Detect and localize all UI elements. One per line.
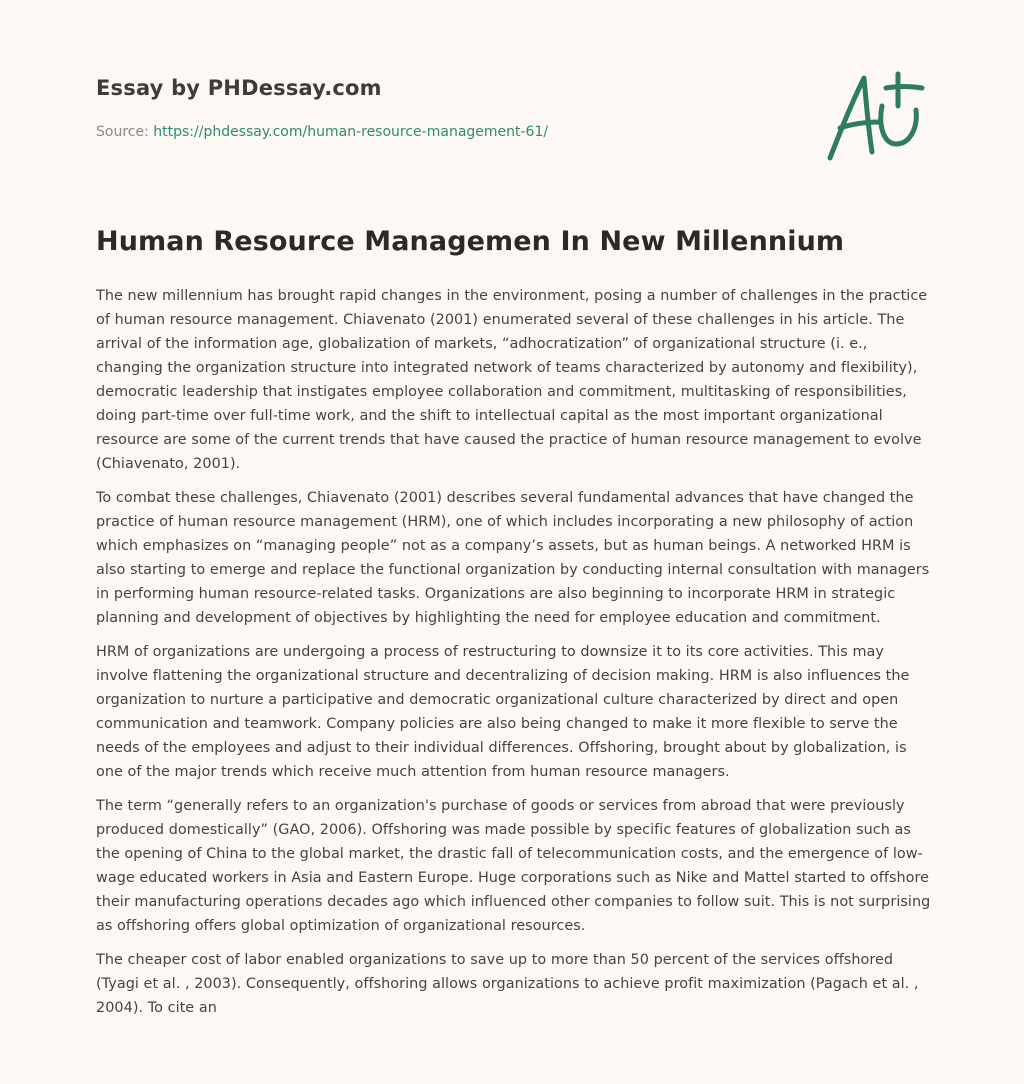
essay-body: [96, 284, 932, 1030]
essay-paragraph: The new millennium has brought rapid changes in the environment, posing a number of challenges in the practice of human resource management. Chiavenato (2001) enumerated several of these challenges in his article. The arrival of the information age, globalization of markets, “adhocratization” of organizational structure (i. e., changing the organization structure into integrated network of teams characterized by autonomy and flexibility), democratic leadership that instigates employee collaboration and commitment, multitasking of responsibilities, doing part-time over full-time work, and the shift to intellectual capital as the most important organizational resource are some of the current trends that have caused the practice of human resource management to evolve (Chiavenato, 2001).: [96, 288, 928, 472]
essay-paragraph: The term “generally refers to an organization's purchase of goods or services from abroad that were previously produced domestically” (GAO, 2006). Offshoring was made possible by specific features of globalization such as the opening of China to the global market, the drastic fall of telecommunication costs, and the emergence of low-wage educated workers in Asia and Eastern Europe. Huge corporations such as Nike and Mattel started to offshore their manufacturing operations decades ago which influenced other companies to follow suit. This is not surprising as offshoring offers global optimization of organizational resources.: [96, 798, 931, 934]
source-label: Source:: [96, 124, 154, 140]
essay-paragraph: The cheaper cost of labor enabled organizations to save up to more than 50 percent of the services offshored (Tyagi et al. , 2003). Consequently, offshoring allows organizations to achieve profit maximization (Pagach et al. , 2004). To cite an: [96, 952, 919, 1016]
essay-title: Human Resource Managemen In New Millennium: [96, 226, 845, 257]
essay-paragraph: HRM of organizations are undergoing a process of restructuring to downsize it to its core activities. This may involve flattening the organizational structure and decentralizing of decision making. HRM is also influences the organization to nurture a participative and democratic organizational culture characterized by direct and open communication and teamwork. Company policies are also being changed to make it more flexible to serve the needs of the employees and adjust to their individual differences. Offshoring, brought about by globalization, is one of the major trends which receive much attention from human resource managers.: [96, 644, 910, 780]
source-line: [96, 124, 548, 140]
source-link[interactable]: https://phdessay.com/human-resource-management-61/: [153, 124, 549, 140]
site-title: Essay by PHDessay.com: [96, 76, 382, 100]
a-plus-logo-icon: [818, 66, 930, 166]
essay-paragraph: To combat these challenges, Chiavenato (2001) describes several fundamental advances that have changed the practice of human resource management (HRM), one of which includes incorporating a new philosophy of action which emphasizes on “managing people” not as a company’s assets, but as human beings. A networked HRM is also starting to emerge and replace the functional organization by conducting internal consultation with managers in performing human resource-related tasks. Organizations are also beginning to incorporate HRM in strategic planning and development of objectives by highlighting the need for employee education and commitment.: [96, 490, 930, 626]
site-header: [96, 76, 382, 100]
